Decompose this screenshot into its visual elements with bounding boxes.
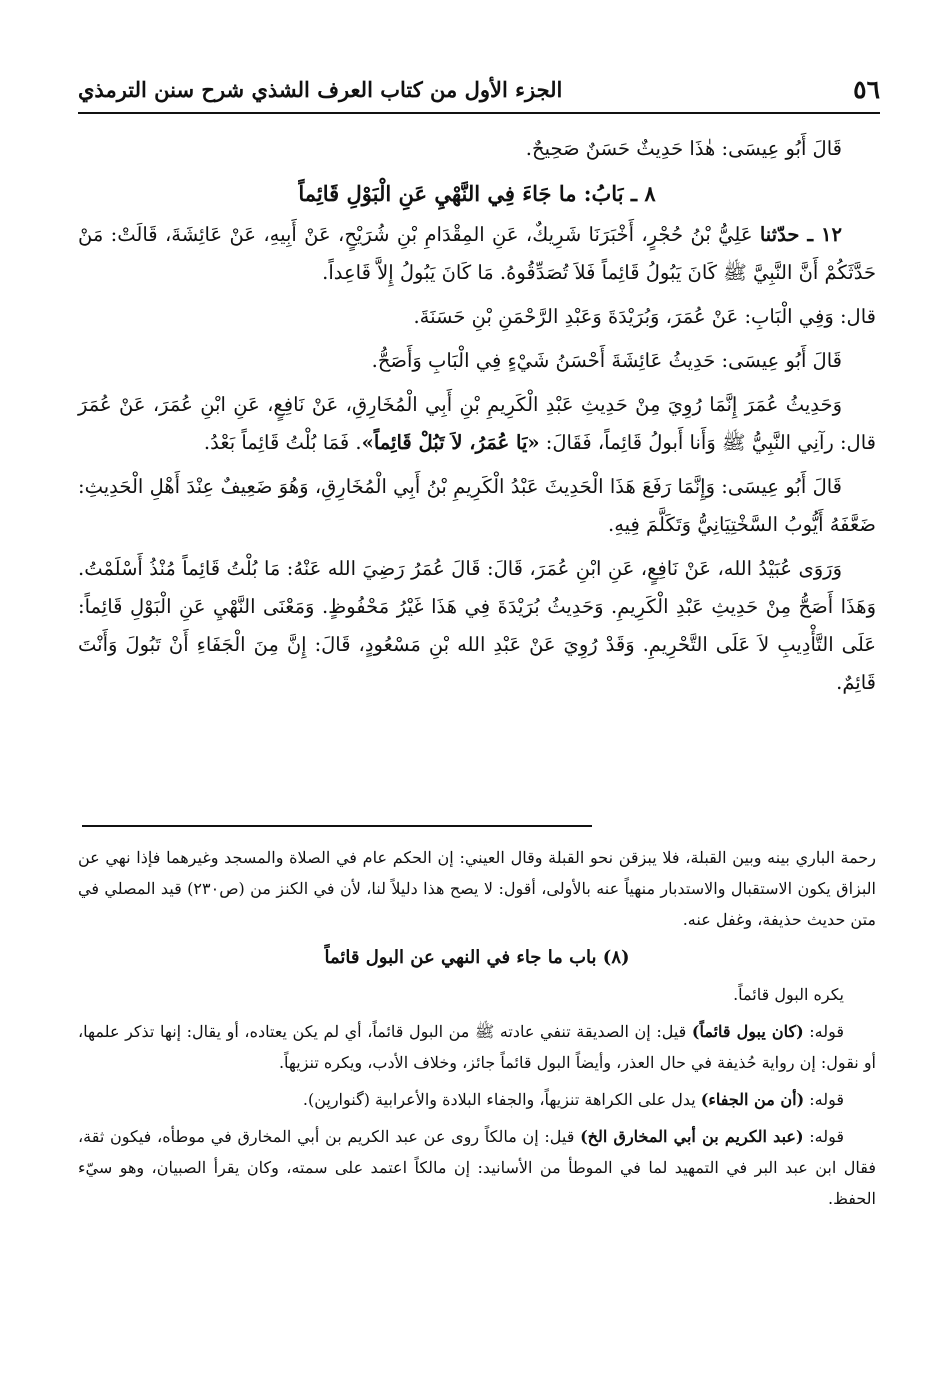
- running-title: الجزء الأول من كتاب العرف الشذي شرح سنن الترمذي: [78, 76, 563, 102]
- paragraph-abu-isa-hasan: قَالَ أَبُو عِيسَى: هٰذَا حَدِيثٌ حَسَنٌ صَحِيحٌ.: [525, 137, 842, 160]
- commentary-text: يدل على الكراهة تنزيهاً، والجفاء البلادة والأعرابية (گنوارپن).: [302, 1090, 696, 1109]
- paragraph-fil-bab: قال: وَفِي الْبَابِ: عَنْ عُمَرَ، وَبُرَيْدَةَ وَعَبْدِ الرَّحْمَنِ بْنِ حَسَنَةَ.: [413, 305, 876, 328]
- umar-text-c: . فَمَا بُلْتُ قَائِماً بَعْدُ.: [203, 431, 362, 454]
- commentary-quote: (عبد الكريم بن أبي المخارق الخ): [580, 1127, 804, 1146]
- paragraph-ubaydullah: وَرَوَى عُبَيْدُ الله، عَنْ نَافِعٍ، عَنِ ابْنِ عُمَرَ، قَالَ: قَالَ عُمَرُ رَضِيَ الله عَنْهُ: مَا بُلْتُ قَائِماً مُنْذُ أَسْلَمْتُ. وَهَذَا أَصَحُّ مِنْ حَدِيثِ عَبْدِ الْكَرِيمِ. وَحَدِيثُ بُرَيْدَةَ فِي هَذَا غَيْرُ مَحْفُوظٍ. وَمَعْنَى النَّهْيِ عَنِ الْبَوْلِ قَائِماً: عَلَى التَّأْدِيبِ لاَ عَلَى التَّحْرِيمِ. وَقَدْ رُوِيَ عَنْ عَبْدِ الله بْنِ مَسْعُودٍ، قَالَ: إِنَّ مِنَ الْجَفَاءِ أَنْ تَبُولَ وَأَنْتَ قَائِمٌ.: [78, 557, 876, 694]
- umar-text-a: وَحَدِيثُ عُمَرَ إِنَّمَا رُوِيَ مِنْ حَدِيثِ عَبْدِ الْكَرِيمِ بْنِ أَبِي الْمُخَارِقِ، عَنْ نَافِعٍ، عَنِ ابْنِ عُمَرَ، عَنْ عُمَرَ قال: رآنِي النَّبِيُّ ﷺ وَأَنا أَبولُ قَائِماً، فَقَالَ:: [78, 393, 876, 454]
- commentary-continuation: رحمة الباري بينه وبين القبلة، فلا يبزقن نحو القبلة وقال العيني: إن الحكم عام في الصلاة والمسجد وغيرهما فإذا نهي عن البزاق يكون الاستقبال والاستدبار منهياً عنه بالأولى، أقول: لا يصح هذا دليلاً لنا، لأن في الكنز من (ص٢٣٠) قيد المصلي في متن حديث حذيفة، وغفل عنه.: [78, 848, 877, 929]
- main-text: [78, 130, 876, 708]
- hadith-number: ١٢ ـ حدّثنا: [759, 223, 842, 246]
- footnote-divider: [82, 825, 592, 827]
- commentary-section: [78, 842, 876, 1220]
- commentary-kana-yabul: [78, 1016, 876, 1078]
- commentary-jafa: [78, 1084, 876, 1115]
- commentary-quote: (كان يبول قائماً): [691, 1022, 804, 1041]
- commentary-abdulkarim: [78, 1121, 876, 1214]
- page-number: ٥٦: [853, 74, 880, 104]
- commentary-karah: يكره البول قائماً.: [733, 985, 844, 1004]
- paragraph-aisha-hadith: قَالَ أَبُو عِيسَى: حَدِيثُ عَائِشَةَ أَحْسَنُ شَيْءٍ فِي الْبَابِ وَأَصَحُّ.: [371, 349, 842, 372]
- commentary-text: قيل: إن مالكاً روى عن عبد الكريم بن أبي المخارق في موطأه، فيكون ثقة، فقال ابن عبد البر في التمهيد لما في الموطأ من الأسانيد: إن مالكاً اعتمد على سمته، وكان يقرأ الصبيان، وهو سيّء الحفظ.: [78, 1127, 876, 1208]
- page-header: [78, 66, 880, 114]
- hadith-text: عَلِيُّ بْنُ حُجْرٍ، أَخْبَرَنَا شَرِيكٌ، عَنِ المِقْدَامِ بْنِ شُرَيْحٍ، عَنْ أَبِيهِ، عَنْ عَائِشَةَ، قَالَتْ: مَنْ حَدَّثَكُمْ أَنَّ النَّبِيَّ ﷺ كَانَ يَبُولُ قَائِماً فَلاَ تُصَدِّقُوهُ. مَا كَانَ يَبُولُ إِلاَّ قَاعِداً.: [78, 223, 876, 284]
- paragraph-umar-hadith: [78, 386, 876, 462]
- commentary-lead: قوله:: [809, 1022, 844, 1041]
- commentary-heading: (٨) باب ما جاء في النهي عن البول قائماً: [324, 947, 630, 968]
- umar-quote: «يَا عُمَرُ، لاَ تَبُلْ قَائِماً»: [361, 431, 540, 454]
- commentary-lead: قوله:: [809, 1127, 844, 1146]
- commentary-text: قيل: إن الصديقة تنفي عادته ﷺ من البول قائماً، أي لم يكن يعتاده، أو يقال: إنها تذكر علمها، أو نقول: إن رواية حُذيفة في حال العذر، وأيضاً البول قائماً جائز، وخلاف الأدب، ويكره تنزيهاً.: [78, 1022, 876, 1072]
- paragraph-abdulkarim: قَالَ أَبُو عِيسَى: وَإِنَّمَا رَفَعَ هَذَا الْحَدِيثَ عَبْدُ الْكَرِيمِ بْنُ أَبِي الْمُخَارِقِ، وَهُوَ ضَعِيفٌ عِنْدَ أَهْلِ الْحَدِيثِ: ضَعَّفَهُ أَيُّوبُ السَّخْتِيَانِيُّ وَتَكَلَّمَ فِيهِ.: [78, 475, 876, 536]
- commentary-lead: قوله:: [809, 1090, 844, 1109]
- hadith-paragraph: [78, 216, 876, 292]
- chapter-title: ٨ ـ بَابُ: ما جَاءَ فِي النَّهْيِ عَنِ الْبَوْلِ قَائِماً: [298, 181, 656, 206]
- commentary-quote: (أن من الجفاء): [700, 1090, 805, 1109]
